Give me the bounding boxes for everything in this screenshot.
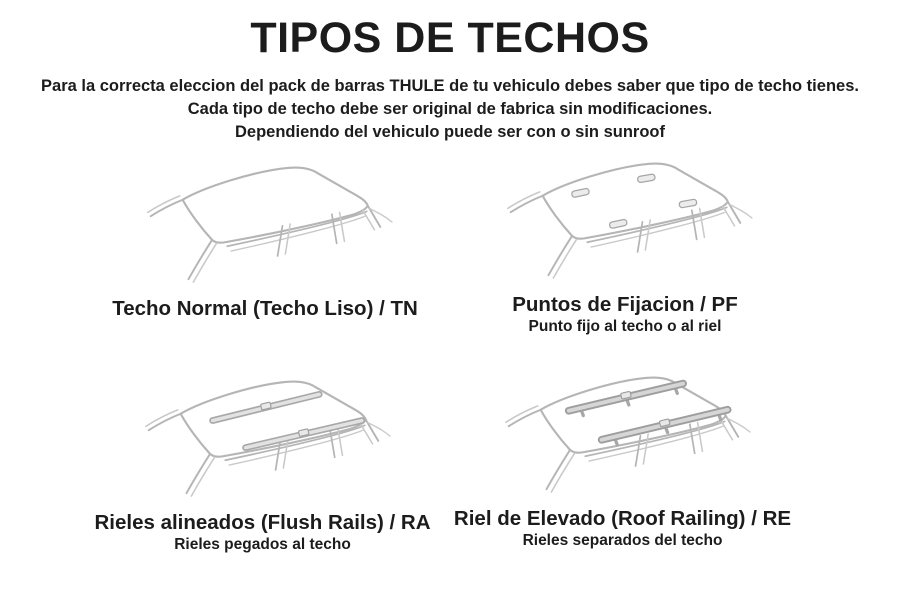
intro-text [0,75,900,144]
roof-sublabel-ra: Rieles pegados al techo [174,536,351,553]
intro-line-3: Dependiendo del vehiculo puede ser con o sin sunroof [235,123,665,141]
roof-card-ra [90,366,435,554]
roof-label-tn: Techo Normal (Techo Liso) / TN [112,297,418,320]
roof-sublabel-re: Rieles separados del techo [522,532,723,549]
page-title: TIPOS DE TECHOS [250,14,650,62]
car-roof-raised-rails-icon [468,362,778,504]
car-roof-flush-rails-icon [108,366,418,508]
car-roof-fixpoints-icon [470,148,780,290]
roof-card-tn [95,152,435,321]
roof-card-pf [455,148,795,336]
roof-label-ra: Rieles alineados (Flush Rails) / RA [94,511,431,534]
roof-card-re [450,362,795,550]
intro-line-2: Cada tipo de techo debe ser original de fabrica sin modificaciones. [187,100,713,118]
roof-label-pf: Puntos de Fijacion / PF [512,293,738,316]
roof-label-re: Riel de Elevado (Roof Railing) / RE [453,507,792,530]
car-roof-smooth-icon [110,152,420,294]
intro-line-1: Para la correcta eleccion del pack de barras THULE de tu vehiculo debes saber que tipo de techo tienes. [41,77,859,95]
roof-sublabel-pf: Punto fijo al techo o al riel [528,318,722,335]
